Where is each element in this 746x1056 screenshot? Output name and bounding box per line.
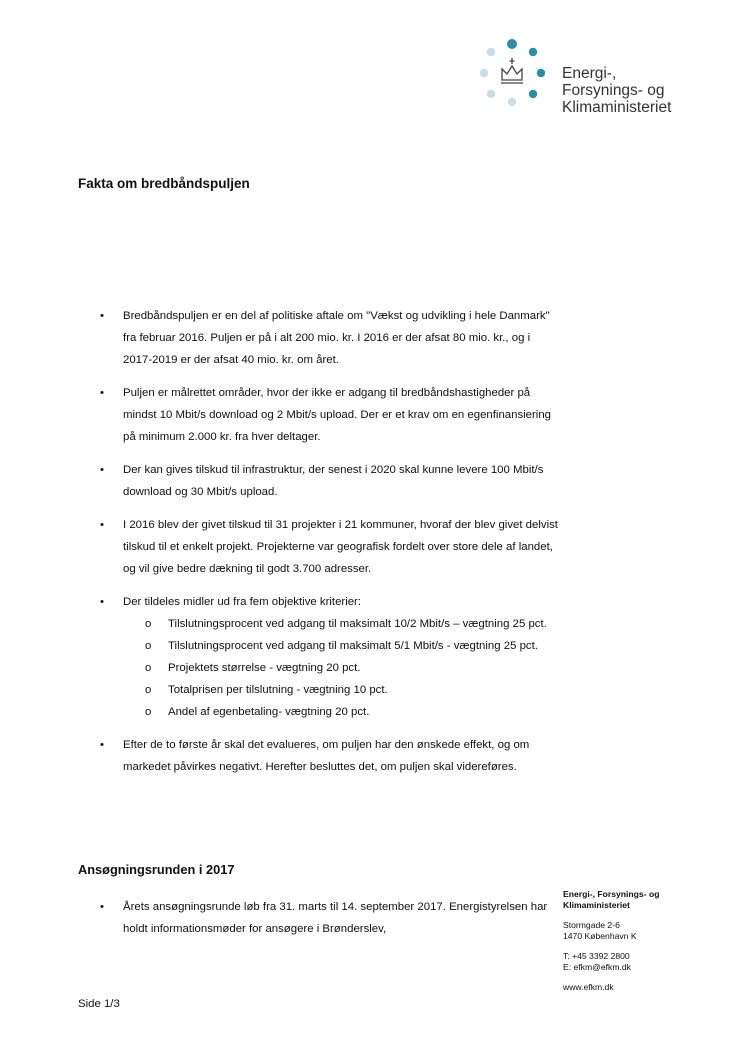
list-item (0, 734, 560, 778)
sub-bullet-marker: o (145, 706, 152, 718)
bullet-marker: • (100, 739, 104, 751)
logo-line: Energi-, (562, 65, 617, 82)
list-item (0, 591, 560, 723)
contact-address: Stormgade 2-6 (563, 920, 620, 930)
contact-block (563, 889, 659, 993)
list-item (0, 382, 560, 448)
contact-org-name: Energi-, Forsynings- og (563, 889, 660, 899)
application-round-list (0, 896, 560, 940)
list-item-text: Bredbåndspuljen er en del af politiske aftale om "Vækst og udvikling i hele Danmark" fra februar 2016. Puljen er på i alt 200 mio. kr. I 2016 er der afsat 80 mio. kr., og i 2017-2019 er der afsat 40 mio. kr. om året. (123, 310, 550, 366)
sub-list-item (123, 635, 560, 657)
sub-list-item-text: Tilslutningsprocent ved adgang til maksimalt 5/1 Mbit/s - vægtning 25 pct. (168, 640, 538, 652)
bullet-marker: • (100, 310, 104, 322)
list-item-text: Puljen er målrettet områder, hvor der ikke er adgang til bredbåndshastigheder på mindst 10 Mbit/s download og 2 Mbit/s upload. Der er et krav om en egenfinansiering på minimum 2.000 kr. fra hver deltager. (123, 387, 552, 443)
logo-line: Forsynings- og (562, 82, 665, 99)
bullet-marker: • (100, 519, 104, 531)
page-number: Side 1/3 (78, 998, 120, 1010)
sub-list-item-text: Andel af egenbetaling- vægtning 20 pct. (168, 706, 370, 718)
list-item (0, 896, 560, 940)
facts-list (0, 305, 560, 789)
contact-website: www.efkm.dk (563, 982, 614, 992)
bullet-marker: • (100, 901, 104, 913)
sub-list-item (123, 657, 560, 679)
sub-list-item (123, 701, 560, 723)
sub-bullet-marker: o (145, 662, 152, 674)
contact-phone: T: +45 3392 2800 (563, 951, 630, 961)
sub-list-item-text: Tilslutningsprocent ved adgang til maksimalt 10/2 Mbit/s – vægtning 25 pct. (168, 618, 547, 630)
sub-bullet-marker: o (145, 640, 152, 652)
page-title: Fakta om bredbåndspuljen (78, 176, 250, 191)
bullet-marker: • (100, 596, 104, 608)
ministry-logo (476, 36, 706, 126)
bullet-marker: • (100, 464, 104, 476)
sub-list-item (123, 679, 560, 701)
sub-bullet-marker: o (145, 684, 152, 696)
section-heading: Ansøgningsrunden i 2017 (78, 862, 235, 877)
list-item-text: Efter de to første år skal det evalueres, om puljen har den ønskede effekt, og om markedet påvirkes negativt. Herefter besluttes det, om puljen skal videreføres. (123, 739, 530, 773)
logo-line: Klimaministeriet (562, 99, 672, 116)
list-item-text: Der kan gives tilskud til infrastruktur, der senest i 2020 skal kunne levere 100 Mbit/s download og 30 Mbit/s upload. (123, 464, 544, 498)
sub-list-item-text: Totalprisen per tilslutning - vægtning 10 pct. (168, 684, 388, 696)
list-item-text: Årets ansøgningsrunde løb fra 31. marts til 14. september 2017. Energistyrelsen har holdt informationsmøder for ansøgere i Brønderslev, (123, 901, 548, 935)
sub-list-item (123, 613, 560, 635)
list-item (0, 459, 560, 503)
criteria-list (123, 613, 560, 723)
list-item (0, 305, 560, 371)
contact-address: 1470 København K (563, 930, 637, 941)
contact-email: E: efkm@efkm.dk (563, 961, 631, 972)
sub-list-item-text: Projektets størrelse - vægtning 20 pct. (168, 662, 361, 674)
sub-bullet-marker: o (145, 618, 152, 630)
list-item (0, 514, 560, 580)
list-item-text: I 2016 blev der givet tilskud til 31 projekter i 21 kommuner, hvoraf der blev givet delvist tilskud til et enkelt projekt. Projekterne var geografisk fordelt over store dele af landet, og vil give bedre dækning til godt 3.700 adresser. (123, 519, 558, 575)
crown-emblem-icon (476, 36, 556, 116)
contact-org-name: Klimaministeriet (563, 899, 630, 910)
list-item-text: Der tildeles midler ud fra fem objektive kriterier: (123, 596, 362, 608)
bullet-marker: • (100, 387, 104, 399)
logo-wordmark (562, 65, 671, 116)
